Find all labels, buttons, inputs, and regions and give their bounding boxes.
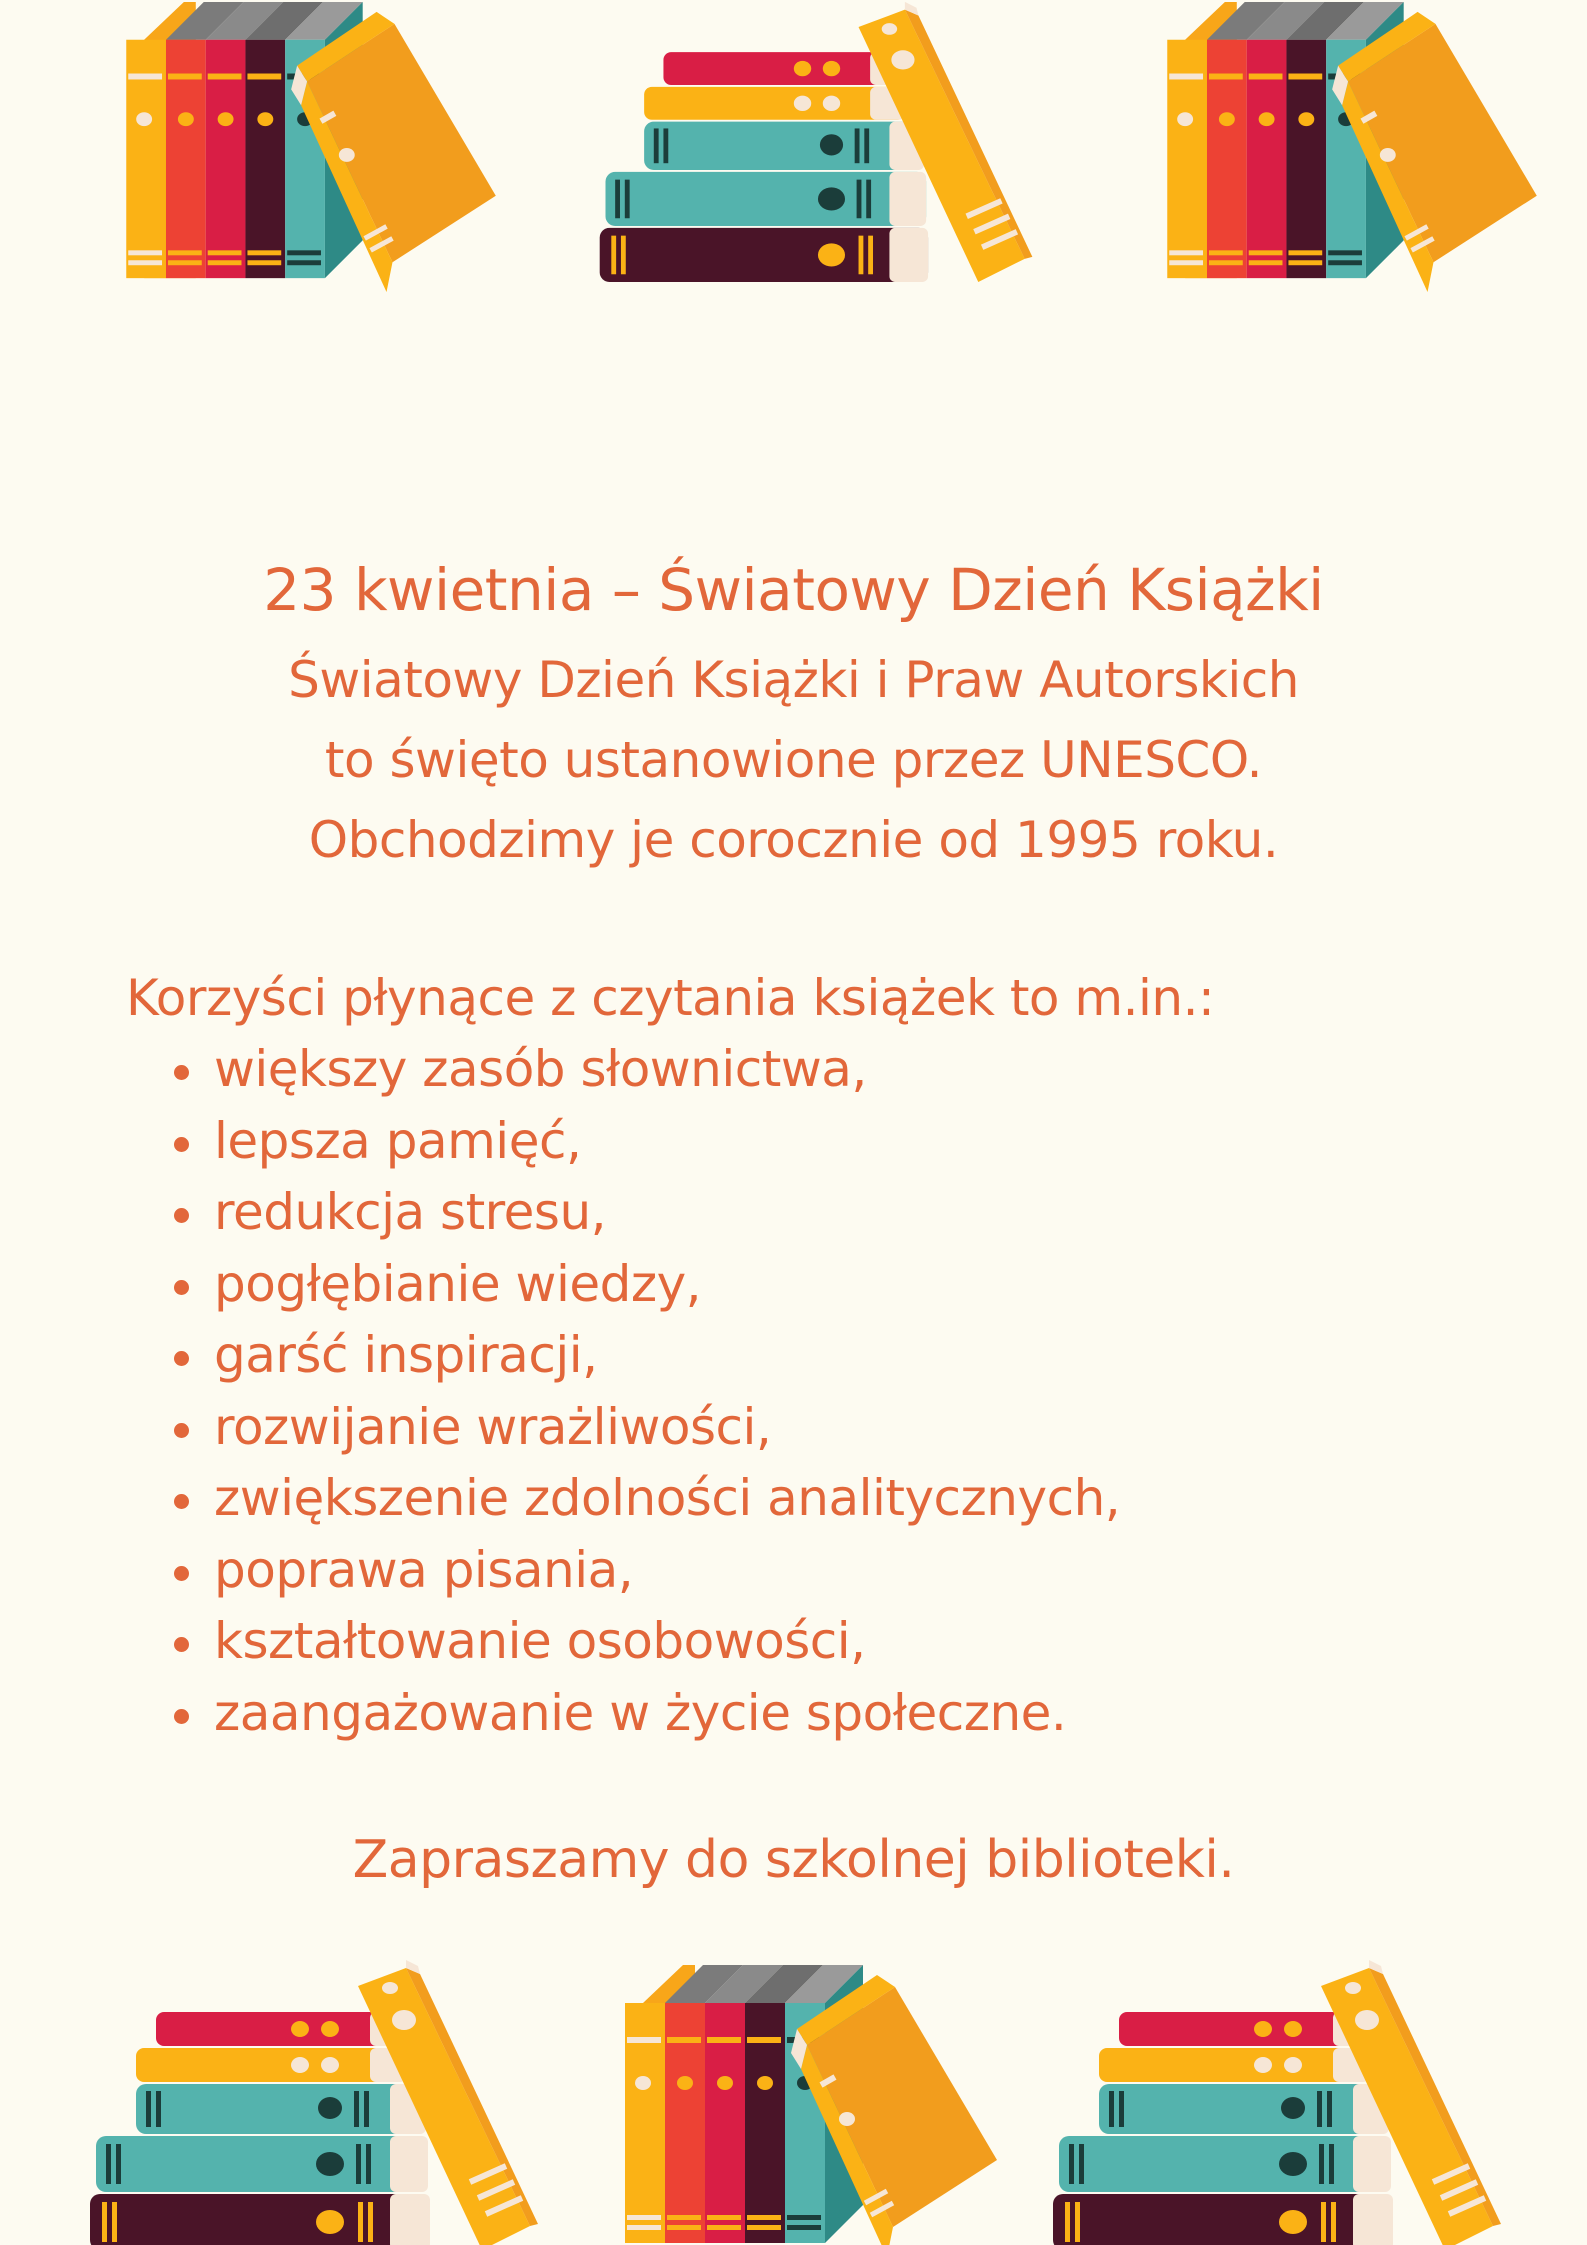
list-item-text: kształtowanie osobowości, [214, 1612, 866, 1670]
list-item [170, 1392, 1120, 1464]
bullet-icon [174, 1494, 189, 1509]
list-item [170, 1535, 1120, 1607]
list-item [170, 1034, 1120, 1106]
list-item [170, 1249, 1120, 1321]
bullet-icon [174, 1423, 189, 1438]
list-item [170, 1106, 1120, 1178]
list-item-text: rozwijanie wrażliwości, [214, 1397, 772, 1456]
books-upright-stack-icon [1166, 0, 1546, 300]
list-item [170, 1678, 1120, 1750]
list-item-text: zwiększenie zdolności analitycznych, [214, 1469, 1121, 1527]
intro-paragraph [0, 640, 1587, 880]
list-item-text: garść inspiracji, [214, 1326, 598, 1384]
intro-line: to święto ustanowione przez UNESCO. [324, 731, 1263, 789]
list-item-text: zaangażowanie w życie społeczne. [214, 1683, 1067, 1742]
list-item-text: lepsza pamięć, [214, 1111, 582, 1170]
bullet-icon [174, 1709, 189, 1724]
benefits-list [170, 1034, 1120, 1749]
list-item [170, 1320, 1120, 1392]
bullet-icon [174, 1065, 189, 1080]
books-horizontal-pile-icon [1053, 1928, 1503, 2245]
list-item [170, 1177, 1120, 1249]
bullet-icon [174, 1208, 189, 1223]
intro-line: Obchodzimy je corocznie od 1995 roku. [308, 811, 1279, 869]
books-horizontal-pile-icon [90, 1928, 540, 2245]
list-item-text: redukcja stresu, [214, 1183, 607, 1241]
bullet-icon [174, 1137, 189, 1152]
list-item-text: pogłębianie wiedzy, [214, 1254, 702, 1313]
books-horizontal-pile-icon [592, 0, 1042, 282]
bullet-icon [174, 1637, 189, 1652]
books-upright-stack-icon [625, 1963, 1005, 2245]
benefits-heading: Korzyści płynące z czytania książek to m.in.: [126, 969, 1215, 1027]
list-item [170, 1606, 1120, 1678]
list-item-text: poprawa pisania, [214, 1540, 634, 1599]
list-item [170, 1463, 1120, 1535]
page-title: 23 kwietnia – Światowy Dzień Książki [263, 556, 1324, 624]
intro-line: Światowy Dzień Książki i Praw Autorskich [288, 651, 1299, 709]
invitation-text: Zapraszamy do szkolnej biblioteki. [352, 1830, 1235, 1890]
bullet-icon [174, 1351, 189, 1366]
books-upright-stack-icon [125, 0, 505, 300]
list-item-text: większy zasób słownictwa, [214, 1040, 867, 1098]
bullet-icon [174, 1280, 189, 1295]
bullet-icon [174, 1566, 189, 1581]
